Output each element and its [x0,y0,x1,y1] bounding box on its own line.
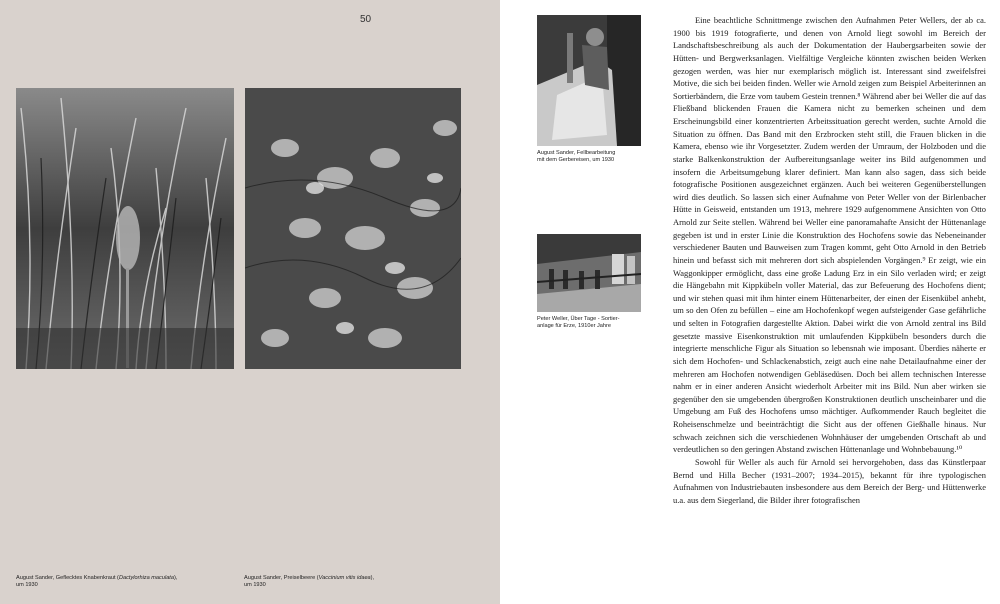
sorting-hall-caption [537,316,645,330]
body-text-column [673,14,986,506]
orchid-photo [16,88,234,369]
tannery-caption-line2: mit dem Gerbereisen, um 1930 [537,157,615,163]
cranberry-photo [245,88,461,369]
tannery-worker-photo [537,15,641,146]
sorting-hall-caption-line2: anlage für Erze, 1910er Jahre [537,323,612,329]
orchid-caption-suffix: ), [173,575,178,581]
sorting-hall-caption-line1: Peter Weller, Über Tage - Sortier- [537,316,620,322]
orchid-caption-latin: Dactylorhiza maculata [118,575,174,581]
cranberry-caption [244,575,459,589]
tannery-worker-caption [537,150,645,164]
cranberry-caption-prefix: August Sander, Preiselbeere ( [244,575,319,581]
cranberry-caption-suffix: ), [370,575,375,581]
tannery-caption-line1: August Sander, Fellbearbeitung [537,150,616,156]
body-paragraph-1: Eine beachtliche Schnittmenge zwischen den Aufnahmen Peter Wellers, der ab ca. 1900 bis 1919 fotografierte, und denen von Arnold liegt sowohl im Bereich der Landschaftsbeschreibung als auch der Dokumentation der Haubergsarbeiten sowie der Hütten- und Bergwerksanlagen. Vielfältige Vergleiche könnten zwischen beiden Werken gezogen werden, was hier nur exemplarisch möglich ist. Interessant sind zweifelsfrei Motive, die sich bei beiden finden. Weller wie Arnold zeigen zum Beispiel Arbeiterinnen an Sortierbändern, die Erze vom taubem Gestein trennen.⁸ Während aber bei Weller die auf das Fließband blickenden Frauen die Kamera nicht zu bemerken scheinen und dem Erscheinungsbild einer konzentrierten Arbeitssituation gerecht werden, suchte Arnold die Situation zu öffnen. Das Band mit den Erzbrocken steht still, die Frauen blicken in die Kamera, ebenso wie ihr Vorgesetzter. Zudem werden der Umraum, der Holzboden und die starke Balkenkonstruktion der Aufbereitungsanlage weiter ins Bild aufgenommen und insofern die Arbeitsumgebung klarer definiert. Man kann also sagen, dass sich beide fotografische Positionen ausgezeichnet ergänzen. Auch bei weiteren Gegenüberstellungen wird dies deutlich. So lassen sich einer Aufnahme von Peter Weller von der Birlenbacher Hütte in Geisweid, entstanden um 1913, mehrere 1929 aufgenommene Ansichten von Otto Arnold zur Seite stellen. Während bei Weller eine panoramahafte Ansicht der Hüttenanlage gegeben ist und in erster Linie die Konstruktion des Hochofens sowie das Nebeneinander verschiedener Bauten und Bauweisen zum Tragen kommt, geht Otto Arnold in den Betrieb hinein und befasst sich mit mehreren dort sich abspielenden Vorgängen.⁹ Er zeigt, wie ein Waggonkipper ermöglicht, dass eine große Ladung Erz in ein Silo verladen wird; er zeigt die Hängebahn mit Kippkübeln voller Material, das zur Befeuerung des Hochofens dient; und wir stehen quasi mit ihm hinter einem Hüttenarbeiter, der einen der Eisenkübel anhebt, um so den Ofen zu befüllen – eine am Hochofenkopf wegen aufsteigender Gase gefährliche und selten in Fotografien dargestellte Aktion. Dabei wirkt die von Arnold zentral ins Bild gesetzte massive Eisenkonstruktion mit umlaufenden Kippkübeln besonders durch die integrierte menschliche Figur als Situation so lebensnah wie imposant. Überdies näherte er sich dem Hochofen- und Schlackenabstich, zeigt auch eine nahe Detailaufnahme einer der mehreren am Hochofen notwendigen Gebläsedüsen. Doch bei allem technischen Interesse nahm er in einer anderen Ansicht wiederholt Arbeiter mit ins Bild. Nun aber wirken sie gegenüber den sie umgebenden übergroßen Konstruktionen deutlich unscheinbarer und die Umgebung am Fuß des Hochofens umso mächtiger. Aufkommender Rauch begleitet die Roheisenschmelze und beeinträchtigt die Sicht aus der offenen Gießhalle hinaus. Nur schwach zeichnen sich die verschiedenen Wohnhäuser der umgebenden Ortschaft ab und verdeutlichen so den geringen Abstand zwischen Hüttenanlage und Wohnbebauung.¹⁰ [673,15,986,455]
cranberry-caption-date: um 1930 [244,582,266,588]
body-paragraph-2: Sowohl für Weller als auch für Arnold sei hervorgehoben, dass das Künstlerpaar Bernd und Hilla Becher (1931–2007; 1934–2015), bekannt für ihre typologischen Aufnahmen von Industriebauten insbesondere aus dem Bereich der Berg- und Hüttenwerke u.a. aus dem Siegerland, die Bilder ihrer fotografischen [673,456,986,505]
sorting-hall-photo [537,234,641,312]
cranberry-caption-latin: Vaccinium vitis idaea [318,575,371,581]
orchid-caption-date: um 1930 [16,582,38,588]
orchid-caption-prefix: August Sander, Geflecktes Knabenkraut ( [16,575,119,581]
orchid-caption [16,575,231,589]
page-number: 50 [360,14,372,25]
